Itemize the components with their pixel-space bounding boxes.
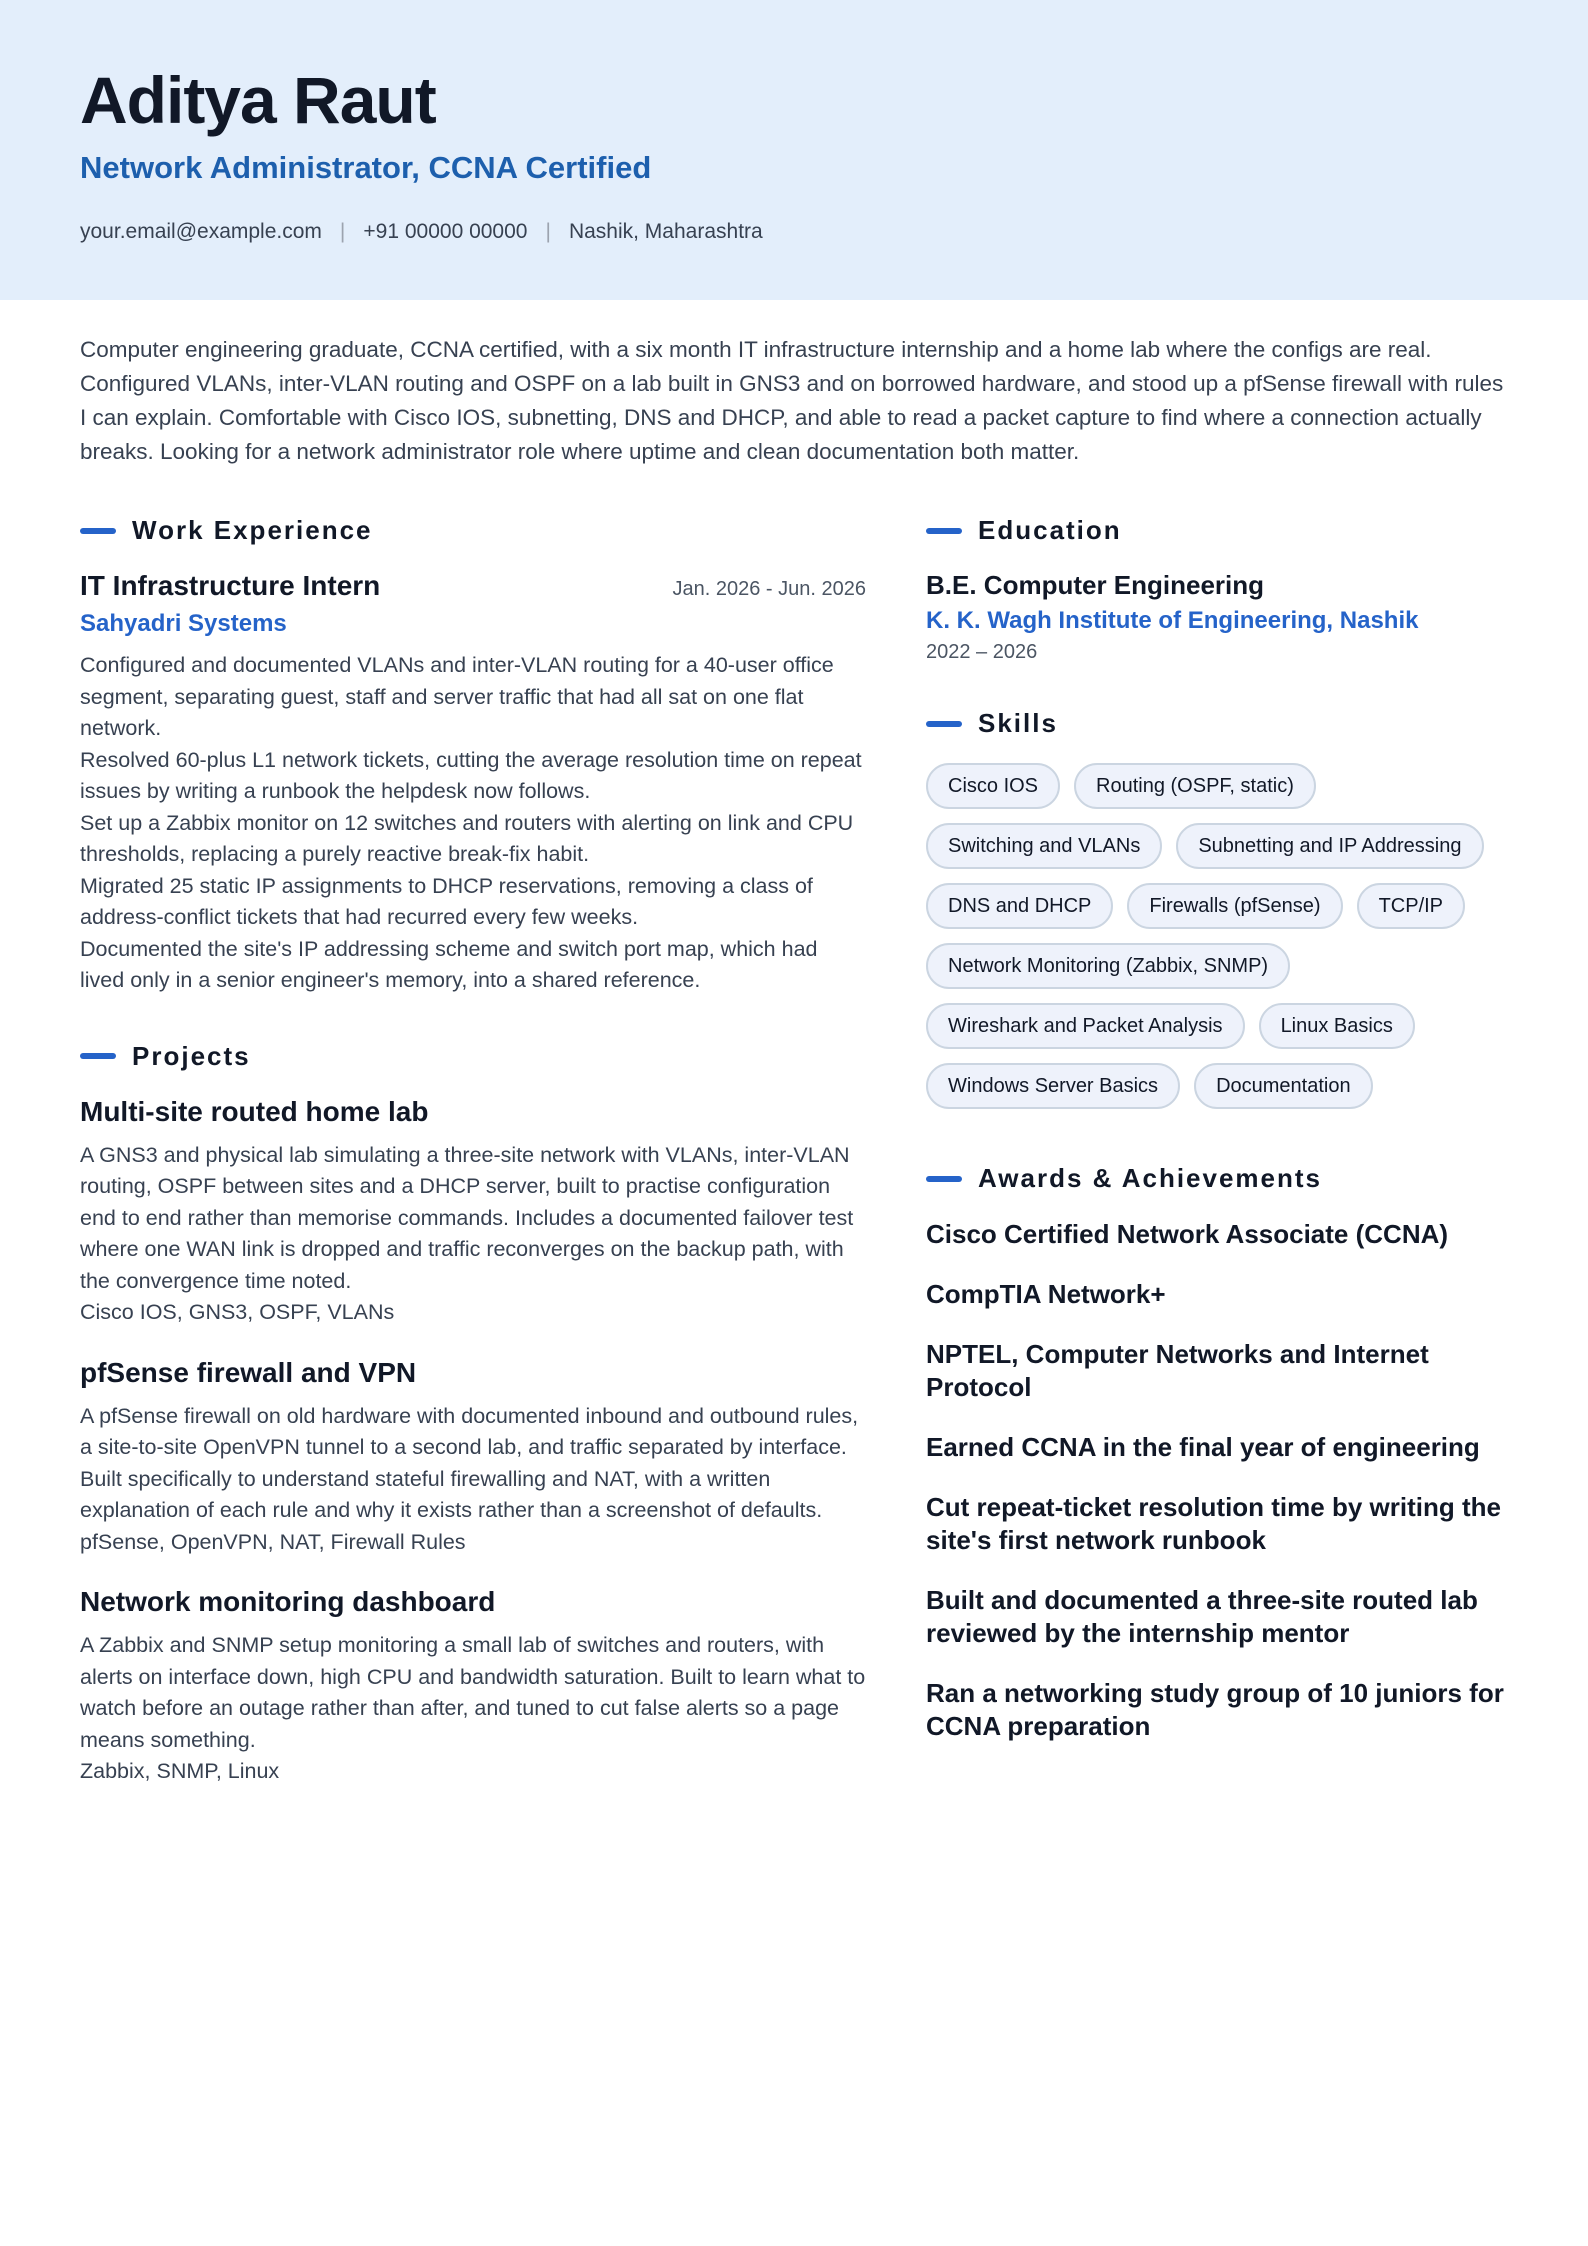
project-title: pfSense firewall and VPN bbox=[80, 1356, 417, 1388]
award-item: NPTEL, Computer Networks and Internet Protocol bbox=[926, 1339, 1429, 1402]
section-accent-bar bbox=[80, 1053, 116, 1059]
summary-paragraph: Computer engineering graduate, CCNA certified, with a six month IT infrastructure internship and a home lab where the configs are real. Configured VLANs, inter-VLAN routing and OSPF on a lab built in GNS3 and on borrowed hardware, and stood up a pfSense firewall with rules I can explain. Comfortable with Cisco IOS, subnetting, DNS and DHCP, and able to read a packet capture to find where a connection actually breaks. Looking for a network administrator role where uptime and clean documentation both matter. bbox=[80, 337, 1504, 464]
education-years: 2022 – 2026 bbox=[926, 641, 1038, 663]
job-bullet: Set up a Zabbix monitor on 12 switches and routers with alerting on link and CPU thresholds, replacing a purely reactive break-fix habit. bbox=[80, 810, 854, 866]
award-item: Ran a networking study group of 10 juniors for CCNA preparation bbox=[926, 1678, 1504, 1741]
skill-chip: Windows Server Basics bbox=[926, 1063, 1180, 1109]
right-column bbox=[926, 515, 1506, 1788]
project-tags: pfSense, OpenVPN, NAT, Firewall Rules bbox=[80, 1529, 466, 1554]
contact-email[interactable]: your.email@example.com bbox=[80, 220, 322, 243]
candidate-name: Aditya Raut bbox=[80, 63, 436, 137]
section-accent-bar bbox=[926, 721, 962, 727]
work-section-label: Work Experience bbox=[132, 515, 373, 545]
project-description: A Zabbix and SNMP setup monitoring a small lab of switches and routers, with alerts on interface down, high CPU and bandwidth saturation. Built to learn what to watch before an outage rather than after, and tuned to cut false alerts so a page means something. bbox=[80, 1633, 866, 1752]
project-description: A GNS3 and physical lab simulating a three-site network with VLANs, inter-VLAN routing, OSPF between sites and a DHCP server, built to practise configuration end to end rather than memorise commands. Includes a documented failover test where one WAN link is dropped and traffic reconverges on the backup path, with the convergence time noted. bbox=[80, 1142, 854, 1293]
skill-chip: Wireshark and Packet Analysis bbox=[926, 1003, 1245, 1049]
project-description: A pfSense firewall on old hardware with documented inbound and outbound rules, a site-to-site OpenVPN tunnel to a second lab, and traffic separated by interface. Built specifically to understand stateful firewalling and NAT, with a written explanation of each rule and why it exists rather than a screenshot of defaults. bbox=[80, 1403, 859, 1522]
skill-chip: Firewalls (pfSense) bbox=[1127, 883, 1342, 929]
job-header bbox=[80, 570, 866, 602]
job-bullet: Configured and documented VLANs and inter-VLAN routing for a 40-user office segment, separating guest, staff and server traffic that had all sat on one flat network. bbox=[80, 653, 834, 740]
education-school: K. K. Wagh Institute of Engineering, Nashik bbox=[926, 607, 1419, 634]
job-bullet: Documented the site's IP addressing scheme and switch port map, which had lived only in a senior engineer's memory, into a shared reference. bbox=[80, 936, 818, 992]
awards-section-heading bbox=[926, 1163, 1506, 1194]
section-accent-bar bbox=[926, 1176, 962, 1182]
project-title: Multi-site routed home lab bbox=[80, 1095, 429, 1127]
candidate-role: Network Administrator, CCNA Certified bbox=[80, 150, 652, 185]
project-title: Network monitoring dashboard bbox=[80, 1586, 496, 1617]
skill-chip: Network Monitoring (Zabbix, SNMP) bbox=[926, 943, 1290, 989]
job-company: Sahyadri Systems bbox=[80, 610, 287, 637]
award-item: Cut repeat-ticket resolution time by writing the site's first network runbook bbox=[926, 1492, 1501, 1555]
resume-header bbox=[0, 0, 1588, 300]
projects-section-label: Projects bbox=[132, 1040, 251, 1071]
work-section-heading bbox=[80, 515, 866, 546]
skill-chip: Linux Basics bbox=[1259, 1003, 1415, 1049]
project-entry bbox=[80, 1586, 866, 1788]
job-title: IT Infrastructure Intern bbox=[80, 570, 381, 601]
award-item: Built and documented a three-site routed lab reviewed by the internship mentor bbox=[926, 1585, 1478, 1648]
job-entry bbox=[80, 570, 866, 997]
award-item: Earned CCNA in the final year of engineering bbox=[926, 1432, 1480, 1462]
contact-line bbox=[80, 220, 1508, 244]
section-accent-bar bbox=[926, 528, 962, 534]
awards-section-label: Awards & Achievements bbox=[978, 1163, 1323, 1193]
job-bullet: Resolved 60-plus L1 network tickets, cutting the average resolution time on repeat issues by writing a runbook the helpdesk now follows. bbox=[80, 747, 862, 803]
project-entry bbox=[80, 1096, 866, 1329]
section-accent-bar bbox=[80, 528, 116, 534]
education-section-label: Education bbox=[978, 515, 1122, 545]
education-section-heading bbox=[926, 515, 1506, 546]
award-item: CompTIA Network+ bbox=[926, 1279, 1166, 1309]
skill-chip: DNS and DHCP bbox=[926, 883, 1113, 929]
skill-chip: Documentation bbox=[1194, 1063, 1373, 1109]
project-tags: Cisco IOS, GNS3, OSPF, VLANs bbox=[80, 1300, 395, 1324]
skill-chip: Switching and VLANs bbox=[926, 823, 1162, 869]
left-column bbox=[80, 515, 866, 1788]
job-bullets bbox=[80, 650, 866, 997]
job-dates: Jan. 2026 - Jun. 2026 bbox=[672, 578, 866, 600]
skill-chip: TCP/IP bbox=[1357, 883, 1465, 929]
awards-list bbox=[926, 1218, 1506, 1743]
content-columns bbox=[80, 515, 1508, 1788]
skills-section-label: Skills bbox=[978, 708, 1058, 738]
contact-location: Nashik, Maharashtra bbox=[568, 220, 763, 243]
skill-chip: Cisco IOS bbox=[926, 763, 1060, 809]
education-entry bbox=[926, 570, 1506, 664]
contact-phone[interactable]: +91 00000 00000 bbox=[363, 220, 528, 243]
job-bullet: Migrated 25 static IP assignments to DHCP reservations, removing a class of address-conflict tickets that had recurred every few weeks. bbox=[80, 873, 813, 929]
contact-separator: | bbox=[339, 220, 346, 243]
projects-section-heading bbox=[80, 1041, 866, 1072]
skills-list bbox=[926, 763, 1526, 1109]
education-degree: B.E. Computer Engineering bbox=[926, 570, 1265, 600]
skills-section-heading bbox=[926, 708, 1506, 739]
skill-chip: Routing (OSPF, static) bbox=[1074, 763, 1316, 809]
award-item: Cisco Certified Network Associate (CCNA) bbox=[926, 1219, 1449, 1249]
skill-chip: Subnetting and IP Addressing bbox=[1176, 823, 1483, 869]
project-entry bbox=[80, 1357, 866, 1559]
contact-separator: | bbox=[545, 220, 551, 243]
project-tags: Zabbix, SNMP, Linux bbox=[80, 1759, 280, 1783]
